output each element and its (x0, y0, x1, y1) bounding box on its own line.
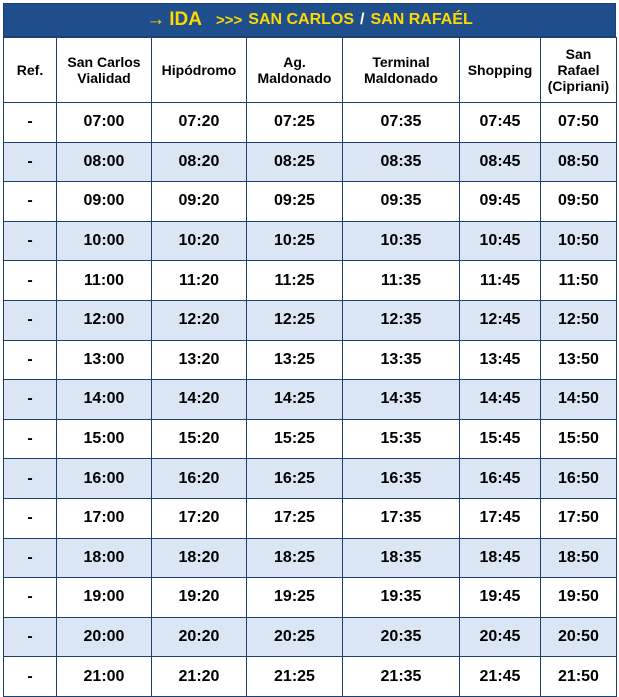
time-terminal: 21:35 (343, 657, 460, 697)
table-row (4, 538, 617, 578)
time-shopping: 17:45 (460, 498, 541, 538)
header-ag-maldonado: Ag. Maldonado (247, 38, 343, 103)
time-hipodromo: 15:20 (152, 419, 247, 459)
time-san-rafael: 17:50 (541, 498, 617, 538)
time-san-carlos: 10:00 (57, 221, 152, 261)
time-hipodromo: 12:20 (152, 300, 247, 340)
time-shopping: 21:45 (460, 657, 541, 697)
time-ag-maldonado: 12:25 (247, 300, 343, 340)
time-terminal: 16:35 (343, 459, 460, 499)
header-shopping: Shopping (460, 38, 541, 103)
time-ag-maldonado: 08:25 (247, 142, 343, 182)
time-hipodromo: 19:20 (152, 578, 247, 618)
ref-cell: - (4, 459, 57, 499)
time-san-rafael: 12:50 (541, 300, 617, 340)
time-hipodromo: 18:20 (152, 538, 247, 578)
time-ag-maldonado: 19:25 (247, 578, 343, 618)
time-san-rafael: 09:50 (541, 182, 617, 222)
time-san-carlos: 11:00 (57, 261, 152, 301)
time-ag-maldonado: 17:25 (247, 498, 343, 538)
time-hipodromo: 14:20 (152, 380, 247, 420)
time-san-rafael: 20:50 (541, 617, 617, 657)
time-san-carlos: 08:00 (57, 142, 152, 182)
time-terminal: 15:35 (343, 419, 460, 459)
time-ag-maldonado: 21:25 (247, 657, 343, 697)
time-shopping: 16:45 (460, 459, 541, 499)
time-san-carlos: 20:00 (57, 617, 152, 657)
time-hipodromo: 21:20 (152, 657, 247, 697)
time-san-carlos: 09:00 (57, 182, 152, 222)
time-ag-maldonado: 13:25 (247, 340, 343, 380)
time-san-rafael: 13:50 (541, 340, 617, 380)
route-origin: SAN CARLOS (248, 11, 355, 28)
time-ag-maldonado: 18:25 (247, 538, 343, 578)
time-ag-maldonado: 09:25 (247, 182, 343, 222)
ref-cell: - (4, 261, 57, 301)
table-row (4, 261, 617, 301)
right-arrow-icon: → (146, 9, 166, 30)
time-shopping: 12:45 (460, 300, 541, 340)
time-shopping: 18:45 (460, 538, 541, 578)
header-san-carlos-vialidad: San Carlos Vialidad (57, 38, 152, 103)
time-shopping: 09:45 (460, 182, 541, 222)
time-terminal: 14:35 (343, 380, 460, 420)
time-san-carlos: 15:00 (57, 419, 152, 459)
schedule-body (4, 103, 617, 697)
time-san-carlos: 13:00 (57, 340, 152, 380)
ref-cell: - (4, 498, 57, 538)
ref-cell: - (4, 578, 57, 618)
time-san-rafael: 21:50 (541, 657, 617, 697)
time-san-rafael: 18:50 (541, 538, 617, 578)
time-shopping: 08:45 (460, 142, 541, 182)
ref-cell: - (4, 617, 57, 657)
time-terminal: 10:35 (343, 221, 460, 261)
time-terminal: 11:35 (343, 261, 460, 301)
ref-cell: - (4, 300, 57, 340)
time-hipodromo: 16:20 (152, 459, 247, 499)
ref-cell: - (4, 419, 57, 459)
time-ag-maldonado: 11:25 (247, 261, 343, 301)
direction-label: IDA (169, 9, 202, 30)
time-terminal: 19:35 (343, 578, 460, 618)
table-row (4, 182, 617, 222)
time-terminal: 12:35 (343, 300, 460, 340)
time-shopping: 19:45 (460, 578, 541, 618)
time-san-rafael: 07:50 (541, 103, 617, 143)
schedule-table (3, 37, 617, 697)
time-ag-maldonado: 14:25 (247, 380, 343, 420)
ref-cell: - (4, 538, 57, 578)
header-san-rafael: San Rafael (Cipriani) (541, 38, 617, 103)
chevrons-icon: >>> (215, 11, 243, 29)
time-shopping: 10:45 (460, 221, 541, 261)
ref-cell: - (4, 221, 57, 261)
time-san-carlos: 12:00 (57, 300, 152, 340)
time-hipodromo: 20:20 (152, 617, 247, 657)
time-terminal: 20:35 (343, 617, 460, 657)
table-row (4, 498, 617, 538)
time-san-carlos: 14:00 (57, 380, 152, 420)
table-row (4, 459, 617, 499)
time-san-rafael: 11:50 (541, 261, 617, 301)
route-title-bar (3, 3, 616, 37)
time-san-carlos: 19:00 (57, 578, 152, 618)
table-row (4, 380, 617, 420)
time-hipodromo: 07:20 (152, 103, 247, 143)
header-hipodromo: Hipódromo (152, 38, 247, 103)
time-san-carlos: 21:00 (57, 657, 152, 697)
ref-cell: - (4, 103, 57, 143)
time-terminal: 17:35 (343, 498, 460, 538)
table-row (4, 657, 617, 697)
time-hipodromo: 08:20 (152, 142, 247, 182)
ref-cell: - (4, 340, 57, 380)
time-hipodromo: 11:20 (152, 261, 247, 301)
ref-cell: - (4, 657, 57, 697)
ref-cell: - (4, 380, 57, 420)
time-san-carlos: 16:00 (57, 459, 152, 499)
time-ag-maldonado: 20:25 (247, 617, 343, 657)
time-terminal: 09:35 (343, 182, 460, 222)
time-shopping: 20:45 (460, 617, 541, 657)
time-ag-maldonado: 16:25 (247, 459, 343, 499)
time-ag-maldonado: 10:25 (247, 221, 343, 261)
time-shopping: 14:45 (460, 380, 541, 420)
header-terminal-maldonado: Terminal Maldonado (343, 38, 460, 103)
time-ag-maldonado: 07:25 (247, 103, 343, 143)
time-shopping: 13:45 (460, 340, 541, 380)
time-terminal: 18:35 (343, 538, 460, 578)
time-hipodromo: 17:20 (152, 498, 247, 538)
time-san-rafael: 16:50 (541, 459, 617, 499)
table-row (4, 419, 617, 459)
table-row (4, 300, 617, 340)
time-san-rafael: 14:50 (541, 380, 617, 420)
time-san-rafael: 19:50 (541, 578, 617, 618)
time-san-carlos: 17:00 (57, 498, 152, 538)
time-shopping: 11:45 (460, 261, 541, 301)
time-terminal: 07:35 (343, 103, 460, 143)
header-row (4, 38, 617, 103)
table-row (4, 617, 617, 657)
time-shopping: 07:45 (460, 103, 541, 143)
time-san-rafael: 08:50 (541, 142, 617, 182)
time-terminal: 08:35 (343, 142, 460, 182)
table-row (4, 578, 617, 618)
time-hipodromo: 09:20 (152, 182, 247, 222)
table-row (4, 103, 617, 143)
header-ref: Ref. (4, 38, 57, 103)
time-hipodromo: 10:20 (152, 221, 247, 261)
time-shopping: 15:45 (460, 419, 541, 459)
time-san-rafael: 15:50 (541, 419, 617, 459)
time-hipodromo: 13:20 (152, 340, 247, 380)
table-row (4, 142, 617, 182)
table-row (4, 340, 617, 380)
table-row (4, 221, 617, 261)
time-san-carlos: 07:00 (57, 103, 152, 143)
time-san-carlos: 18:00 (57, 538, 152, 578)
schedule-container (3, 3, 616, 697)
time-ag-maldonado: 15:25 (247, 419, 343, 459)
ref-cell: - (4, 182, 57, 222)
time-terminal: 13:35 (343, 340, 460, 380)
ref-cell: - (4, 142, 57, 182)
time-san-rafael: 10:50 (541, 221, 617, 261)
route-separator: / (360, 11, 365, 28)
route-destination: SAN RAFAÉL (370, 11, 473, 28)
